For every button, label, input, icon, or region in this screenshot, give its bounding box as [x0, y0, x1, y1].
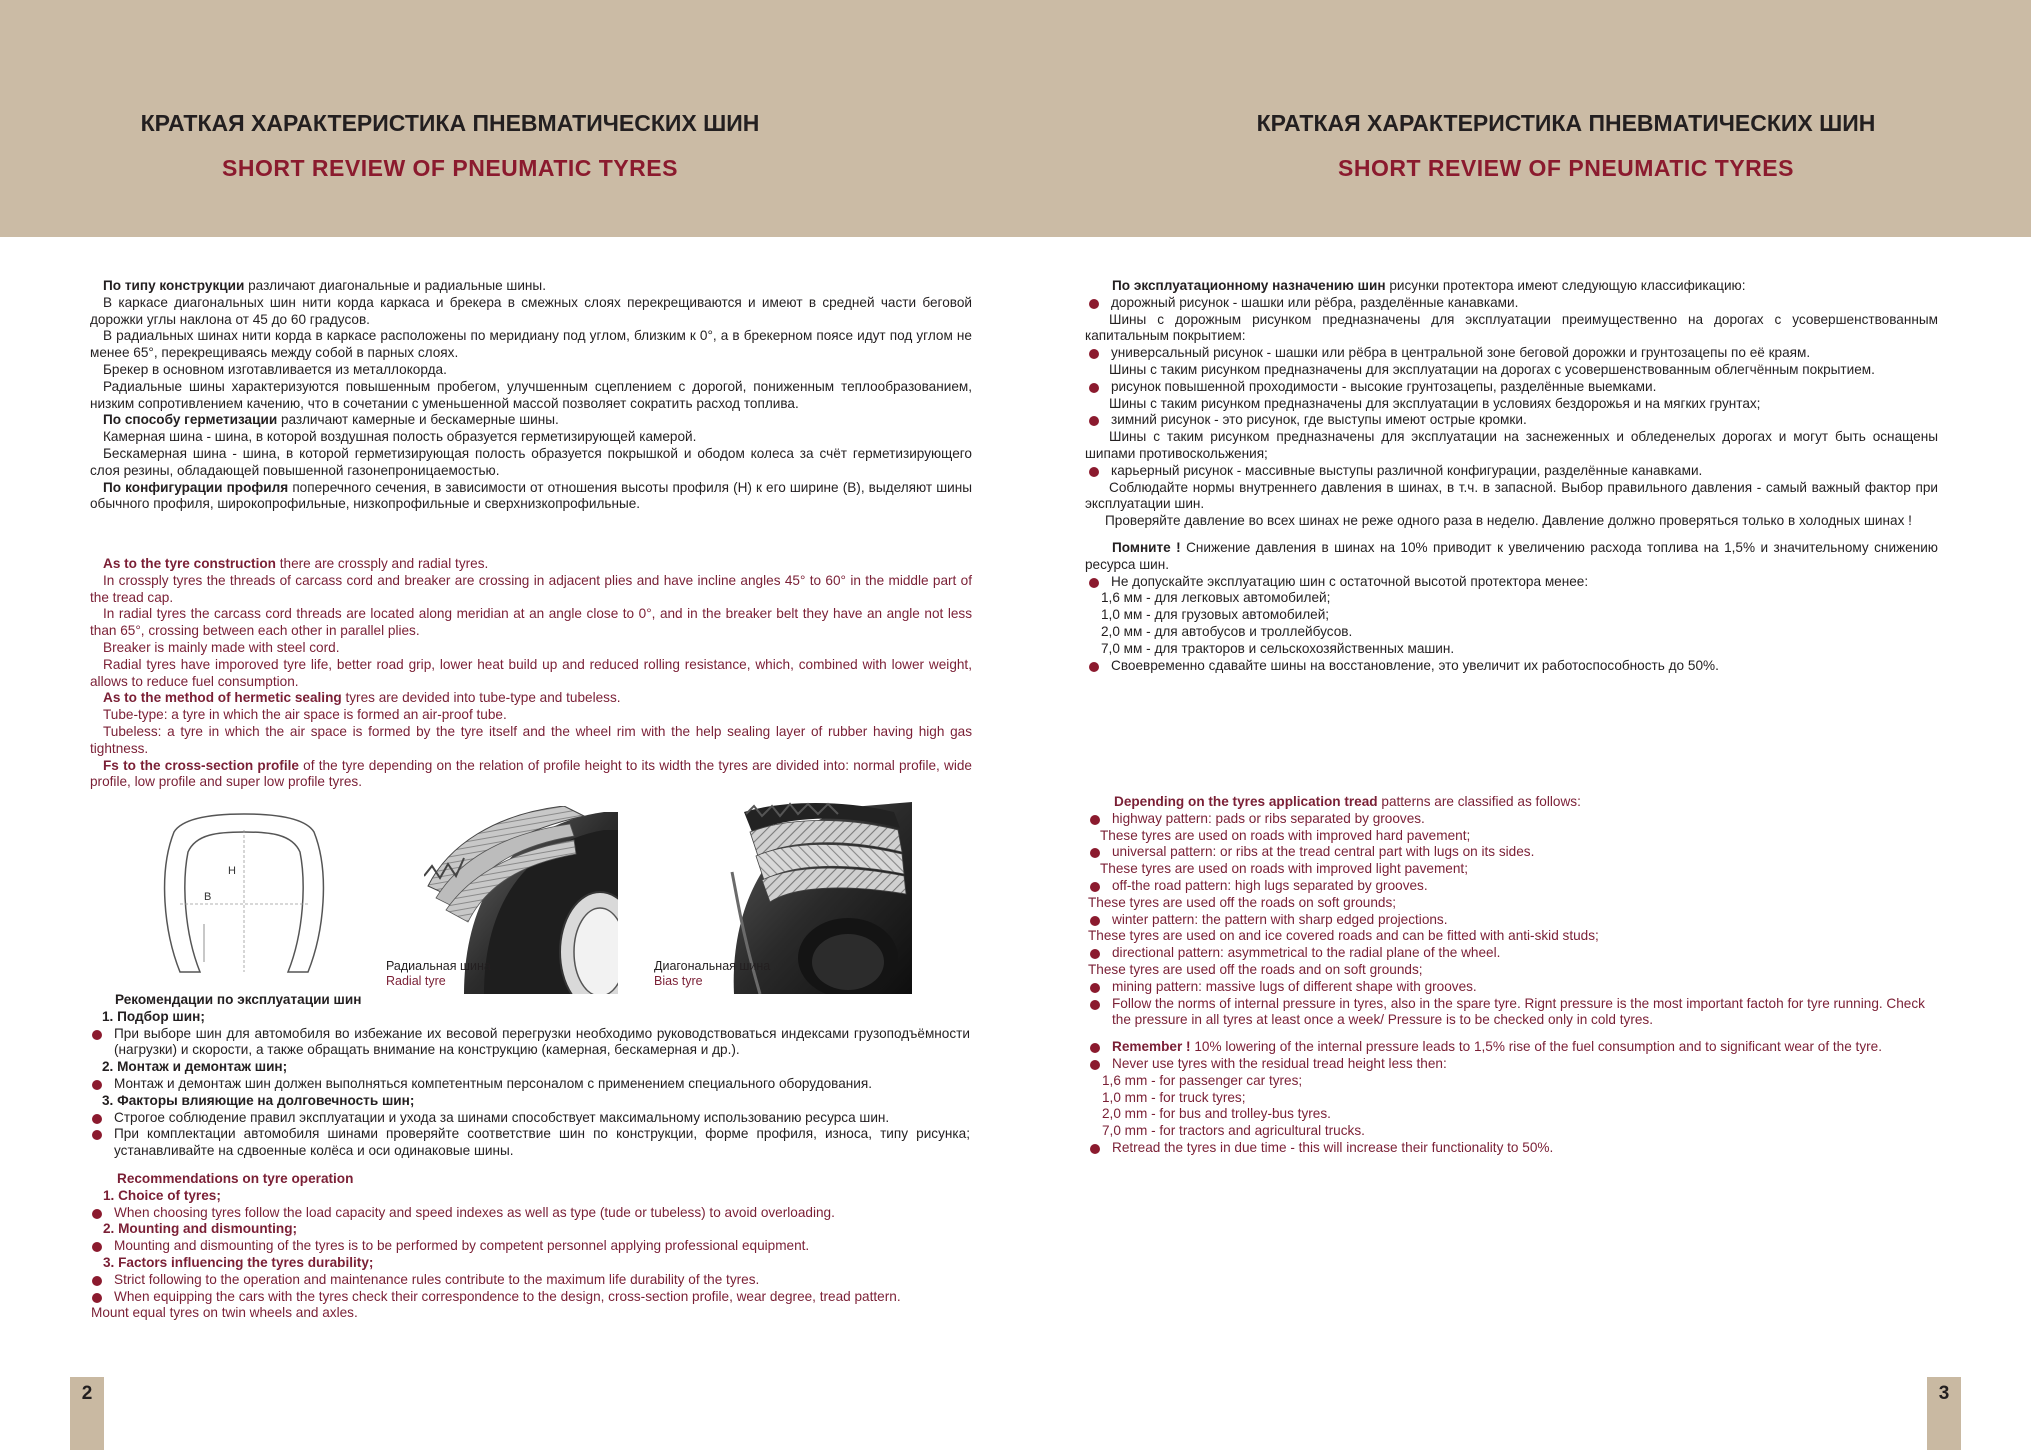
- en-rec-heading-1: 1. Choice of tyres;: [103, 1187, 221, 1203]
- list-item: 1,6 мм - для легковых автомобилей;: [1101, 590, 1331, 606]
- list-item: Strict following to the operation and maintenance rules contribute to the maximum life durability of the tyres.: [88, 1272, 970, 1289]
- ru-rec-heading-2: 2. Монтаж и демонтаж шин;: [102, 1059, 288, 1075]
- text: рисунки протектора имеют следующую классификацию:: [1385, 278, 1746, 293]
- page-title-ru-left: КРАТКАЯ ХАРАКТЕРИСТИКА ПНЕВМАТИЧЕСКИХ ШИН: [140, 110, 760, 136]
- list-item: Не допускайте эксплуатацию шин с остаточной высотой протектора менее:: [1085, 574, 1938, 591]
- list-item: зимний рисунок - это рисунок, где выступы имеют острые кромки.: [1085, 412, 1938, 429]
- text: поперечного сечения, в зависимости от отношения высоты профиля (H) к его ширине (B), выделяют шины обычного профиля, широкопрофильные, низкопрофильные и сверхнизкопрофильные.: [90, 479, 972, 512]
- paragraph: Камерная шина - шина, в которой воздушная полость образуется герметизирующей камерой.: [103, 429, 697, 445]
- en-application-heading: Depending on the tyres application tread: [1114, 794, 1378, 809]
- en-sealing-heading: As to the method of hermetic sealing: [103, 690, 342, 706]
- paragraph: These tyres are used on roads with improved hard pavement;: [1100, 827, 1471, 843]
- paragraph: Брекер в основном изготавливается из металлокорда.: [103, 361, 447, 377]
- list-item: 7,0 мм - для тракторов и сельскохозяйственных машин.: [1101, 640, 1455, 656]
- radial-caption-ru: Радиальная шина: [386, 959, 491, 973]
- text: различают камерные и бескамерные шины.: [277, 412, 559, 428]
- text: tyres are devided into tube-type and tubeless.: [341, 690, 621, 706]
- paragraph: Шины с таким рисунком предназначены для эксплуатации на заснеженных и обледенелых дорогах и могут быть оснащены шипами противоскольжения;: [1085, 429, 1938, 461]
- paragraph: Tubeless: a tyre in which the air space is formed by the tyre itself and the wheel rim with the help sealing layer of rubber having high gas tightness.: [90, 723, 972, 756]
- radial-caption-en: Radial tyre: [386, 974, 446, 988]
- paragraph: These tyres are used off the roads and on soft grounds;: [1088, 961, 1423, 977]
- list-item: карьерный рисунок - массивные выступы различной конфигурации, разделённые канавками.: [1085, 463, 1938, 480]
- text: patterns are classified as follows:: [1377, 794, 1581, 809]
- tyre-profile-diagram: [160, 812, 330, 974]
- list-item: 1,0 mm - for truck tyres;: [1102, 1089, 1246, 1105]
- list-item: Follow the norms of internal pressure in tyres, also in the spare tyre. Rignt pressure is the most important factoh for tyre running. Check the pressure in all tyres at least once a week/ Pressure is to be checked only in cold tyres.: [1086, 996, 1940, 1030]
- left-ru-recommendations: [88, 992, 970, 1160]
- text: of the tyre depending on the relation of profile height to its width the tyres are divided into: normal profile, wide profile, low profile and super low profile tyres.: [90, 757, 972, 790]
- list-item: mining pattern: massive lugs of different shape with grooves.: [1086, 979, 1940, 996]
- list-item: рисунок повышенной проходимости - высокие грунтозацепы, разделённые выемками.: [1085, 379, 1938, 396]
- list-item: When equipping the cars with the tyres check their correspondence to the design, cross-section profile, wear degree, tread pattern.: [88, 1289, 970, 1306]
- ru-sealing-heading: По способу герметизации: [103, 412, 278, 428]
- text: there are crossply and radial tyres.: [275, 556, 489, 571]
- height-label: H: [228, 865, 236, 877]
- paragraph: These tyres are used on and ice covered roads and can be fitted with anti-skid studs;: [1088, 928, 1599, 944]
- en-rec-heading-3: 3. Factors influencing the tyres durability;: [103, 1254, 374, 1270]
- bias-caption-ru: Диагональная шина: [654, 959, 771, 973]
- list-item: highway pattern: pads or ribs separated by grooves.: [1086, 811, 1940, 828]
- list-item: Mounting and dismounting of the tyres is to be performed by competent personnel applying professional equipment.: [88, 1238, 970, 1255]
- paragraph: Радиальные шины характеризуются повышенным пробегом, улучшенным сцеплением с дорогой, пониженным теплообразованием, низким сопротивлением качению, что в сочетании с уменьшенной массой позволяет сократить расход топлива.: [90, 378, 972, 411]
- page-number-text: 2: [81, 1383, 93, 1404]
- list-item: directional pattern: asymmetrical to the radial plane of the wheel.: [1086, 945, 1940, 962]
- list-item: off-the road pattern: high lugs separated by grooves.: [1086, 878, 1940, 895]
- ru-purpose-heading: По эксплуатационному назначению шин: [1112, 278, 1386, 293]
- list-item: Своевременно сдавайте шины на восстановление, это увеличит их работоспособность до 50%.: [1085, 658, 1938, 675]
- list-item: универсальный рисунок - шашки или рёбра в центральной зоне беговой дорожки и грунтозацепы по её краям.: [1085, 345, 1938, 362]
- en-rec-heading-2: 2. Mounting and dismounting;: [103, 1221, 298, 1237]
- list-item: Монтаж и демонтаж шин должен выполняться компетентным персоналом с применением специального оборудования.: [88, 1076, 970, 1093]
- paragraph: These tyres are used on roads with improved light pavement;: [1100, 861, 1468, 877]
- list-item: дорожный рисунок - шашки или рёбра, разделённые канавками.: [1085, 295, 1938, 312]
- width-label: B: [204, 891, 212, 903]
- list-item: 2,0 мм - для автобусов и троллейбусов.: [1101, 623, 1353, 639]
- paragraph: These tyres are used off the roads on soft grounds;: [1088, 894, 1397, 910]
- paragraph: Tube-type: a tyre in which the air space is formed an air-proof tube.: [103, 707, 507, 723]
- page-title-en-right: SHORT REVIEW OF PNEUMATIC TYRES: [1338, 155, 1794, 181]
- text: 10% lowering of the internal pressure leads to 1,5% rise of the fuel consumption and to significant wear of the tyre.: [1190, 1039, 1882, 1055]
- paragraph: В радиальных шинах нити корда в каркасе расположены по меридиану под углом, близким к 0°, а в брекерном поясе идут под углом не менее 65°, перекрещиваясь между собой в парных слоях.: [90, 328, 972, 361]
- ru-construction-heading: По типу конструкции: [103, 278, 245, 293]
- paragraph: Проверяйте давление во всех шинах не реже одного раза в неделю. Давление должно проверяться только в холодных шинах !: [1105, 513, 1912, 529]
- list-item: 2,0 mm - for bus and trolley-bus tyres.: [1102, 1106, 1331, 1122]
- text: различают диагональные и радиальные шины.: [244, 278, 546, 293]
- list-item: When choosing tyres follow the load capacity and speed indexes as well as type (tude or tubeless) to avoid overloading.: [88, 1205, 970, 1222]
- list-item: 7,0 mm - for tractors and agricultural trucks.: [1102, 1123, 1365, 1139]
- list-item: universal pattern: or ribs at the tread central part with lugs on its sides.: [1086, 844, 1940, 861]
- en-remember-heading: Remember !: [1112, 1039, 1191, 1055]
- list-item: 1,6 mm - for passenger car tyres;: [1102, 1072, 1303, 1088]
- en-rec-title: Recommendations on tyre operation: [117, 1171, 354, 1186]
- page-title-ru-right: КРАТКАЯ ХАРАКТЕРИСТИКА ПНЕВМАТИЧЕСКИХ ШИН: [1256, 110, 1876, 136]
- ru-rec-title: Рекомендации по эксплуатации шин: [115, 992, 362, 1007]
- paragraph: Шины с таким рисунком предназначены для эксплуатации в условиях бездорожья и на мягких грунтах;: [1109, 395, 1761, 411]
- en-construction-heading: As to the tyre construction: [103, 556, 276, 571]
- page-number-left: [70, 1377, 104, 1450]
- list-item: Строгое соблюдение правил эксплуатации и ухода за шинами способствует максимальному использованию ресурса шин.: [88, 1110, 970, 1127]
- list-item: 1,0 мм - для грузовых автомобилей;: [1101, 607, 1330, 623]
- paragraph: In radial tyres the carcass cord threads are located along meridian at an angle close to 0°, and in the breaker belt they have an angle not less than 65°, crossing between each other in parallel plies.: [90, 606, 972, 639]
- page-number-right: [1927, 1377, 1961, 1450]
- paragraph: Шины с таким рисунком предназначены для эксплуатации на дорогах с усовершенствованным облегчённым покрытием.: [1109, 361, 1875, 377]
- paragraph: Шины с дорожным рисунком предназначены для эксплуатации преимущественно на дорогах с усовершенствованным капитальным покрытием:: [1085, 311, 1938, 344]
- ru-remember-heading: Помните !: [1112, 539, 1181, 555]
- list-item: При выборе шин для автомобиля во избежание их весовой перегрузки необходимо руководствоваться индексами грузоподъёмности (нагрузки) и скорости, а также обращать внимание на конструкцию (камерная, бескамерная и др.).: [88, 1026, 970, 1060]
- ru-profile-heading: По конфигурации профиля: [103, 479, 289, 495]
- left-ru-intro: [90, 278, 972, 513]
- paragraph: In crossply tyres the threads of carcass cord and breaker are crossing in adjacent plies and have incline angles 45° to 60° in the middle part of the tread cap.: [90, 572, 972, 605]
- paragraph: Бескамерная шина - шина, в которой герметизирующая полость образуется покрышкой и ободом колеса за счёт герметизирующего слоя резины, обладающей повышенной газонепроницаемостью.: [90, 445, 972, 478]
- ru-rec-heading-3: 3. Факторы влияющие на долговечность шин;: [102, 1092, 415, 1108]
- left-en-recommendations: [88, 1171, 970, 1322]
- left-en-intro: [90, 556, 972, 791]
- page-number-text: 3: [1938, 1383, 1950, 1404]
- right-ru-text: [1085, 278, 1938, 674]
- ru-rec-heading-1: 1. Подбор шин;: [102, 1008, 205, 1024]
- paragraph: Breaker is mainly made with steel cord.: [103, 639, 340, 655]
- paragraph: В каркасе диагональных шин нити корда каркаса и брекера в смежных слоях перекрещиваются и имеют в средней части беговой дорожки углы наклона от 45 до 60 градусов.: [90, 294, 972, 327]
- text: Снижение давления в шинах на 10% приводит к увеличению расхода топлива на 1,5% и значительному снижению ресурса шин.: [1085, 539, 1938, 572]
- en-profile-heading: Fs to the cross-section profile: [103, 757, 299, 773]
- paragraph: Radial tyres have imporoved tyre life, better road grip, lower heat build up and reduced rolling resistance, which, combined with lower weight, allows to reduce fuel consumption.: [90, 656, 972, 689]
- paragraph: Mount equal tyres on twin wheels and axles.: [91, 1305, 358, 1321]
- right-en-text: [1086, 794, 1940, 1157]
- list-item: Retread the tyres in due time - this will increase their functionality to 50%.: [1086, 1140, 1940, 1157]
- list-item: Never use tyres with the residual tread height less then:: [1086, 1056, 1940, 1073]
- bias-caption-en: Bias tyre: [654, 974, 703, 988]
- page-title-en-left: SHORT REVIEW OF PNEUMATIC TYRES: [222, 155, 678, 181]
- list-item: winter pattern: the pattern with sharp edged projections.: [1086, 912, 1940, 929]
- paragraph: Соблюдайте нормы внутреннего давления в шинах, в т.ч. в запасной. Выбор правильного давления - самый важный фактор при эксплуатации шин.: [1085, 479, 1938, 512]
- list-item: При комплектации автомобиля шинами проверяйте соответствие шин по конструкции, форме профиля, износа, типу рисунка; устанавливайте на сдвоенные колёса и оси одинаковые шины.: [88, 1126, 970, 1160]
